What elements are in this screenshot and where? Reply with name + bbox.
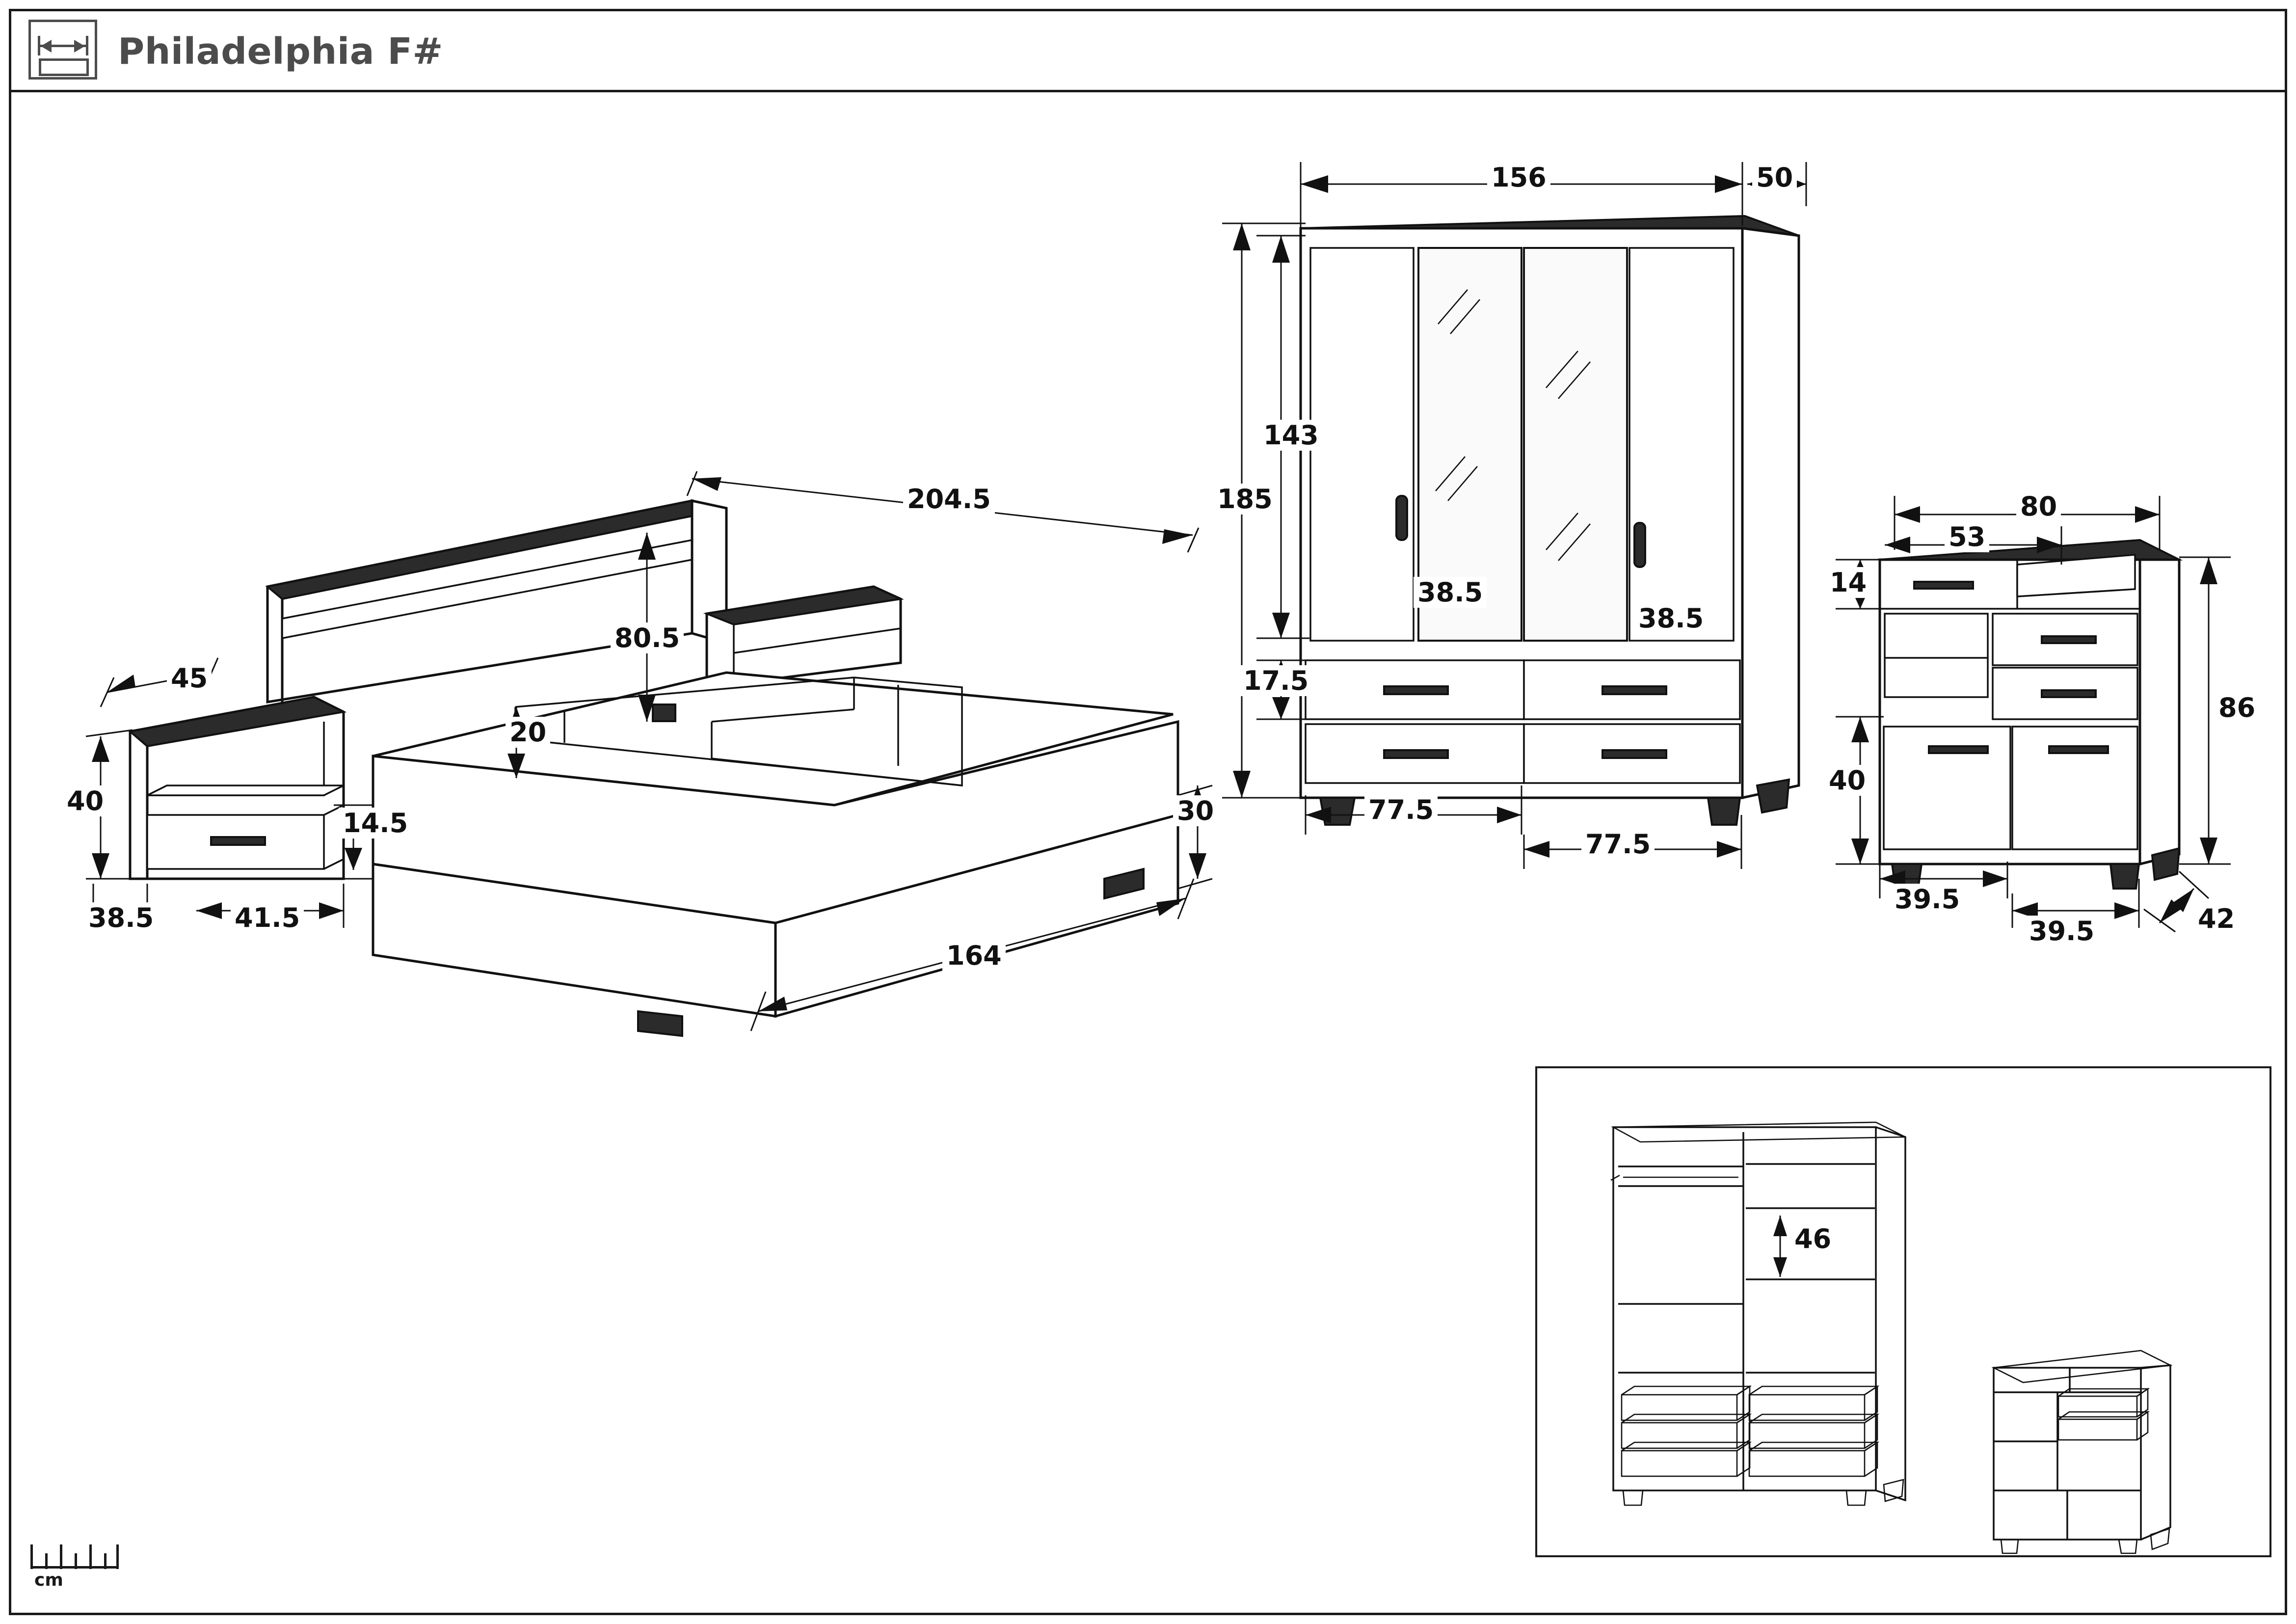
dim-door-height: 143 xyxy=(1259,420,1323,451)
dim-bed-width: 164 xyxy=(942,940,1006,971)
page-title: Philadelphia F# xyxy=(118,30,443,73)
dim-total-height: 185 xyxy=(1213,484,1277,514)
bed xyxy=(267,501,1178,1036)
dim-sideboard-top-drawer-h: 14 xyxy=(1826,567,1870,598)
sideboard-interior xyxy=(1994,1351,2170,1553)
dim-headboard-height: 80.5 xyxy=(611,623,684,653)
interior-layout-drawing xyxy=(1537,1068,2273,1559)
dim-nightstand-height: 40 xyxy=(63,785,107,816)
dim-sideboard-door-right: 39.5 xyxy=(2025,916,2098,947)
unit-label: cm xyxy=(34,1570,63,1590)
wardrobe xyxy=(1301,216,1799,825)
dim-nightstand-top-width: 45 xyxy=(167,663,212,694)
dim-nightstand-depth: 38.5 xyxy=(84,902,158,933)
dim-door-width-left: 38.5 xyxy=(1414,577,1487,608)
dim-door-width-right: 38.5 xyxy=(1634,603,1708,634)
dim-sideboard-lower-height: 40 xyxy=(1825,765,1869,796)
dim-mattress-base-height: 20 xyxy=(506,717,550,748)
nightstand-left xyxy=(130,697,344,879)
dim-wardrobe-depth: 50 xyxy=(1752,162,1797,193)
dim-bed-frame-height: 30 xyxy=(1173,795,1218,826)
dim-drawer-width-right: 77.5 xyxy=(1581,829,1655,860)
dim-drawer-height: 17.5 xyxy=(1239,665,1312,696)
dim-drawer-width-left: 77.5 xyxy=(1364,794,1438,825)
dim-sideboard-shelf-width: 53 xyxy=(1945,521,1989,552)
dim-sideboard-door-left: 39.5 xyxy=(1891,884,1964,915)
sideboard xyxy=(1880,540,2179,889)
dim-bed-length: 204.5 xyxy=(903,484,995,514)
dim-sideboard-depth: 42 xyxy=(2194,903,2239,934)
dim-wardrobe-interior-compartment-height: 46 xyxy=(1790,1223,1835,1254)
dim-nightstand-drawer-h: 14.5 xyxy=(339,808,412,839)
scale-ruler xyxy=(30,1540,129,1594)
dim-wardrobe-width: 156 xyxy=(1487,162,1550,193)
dim-nightstand-width: 41.5 xyxy=(231,902,304,933)
dim-sideboard-height: 86 xyxy=(2215,692,2259,723)
interior-layout-panel xyxy=(1535,1066,2271,1557)
wardrobe-interior xyxy=(1611,1122,1905,1505)
dim-sideboard-width: 80 xyxy=(2016,491,2061,522)
